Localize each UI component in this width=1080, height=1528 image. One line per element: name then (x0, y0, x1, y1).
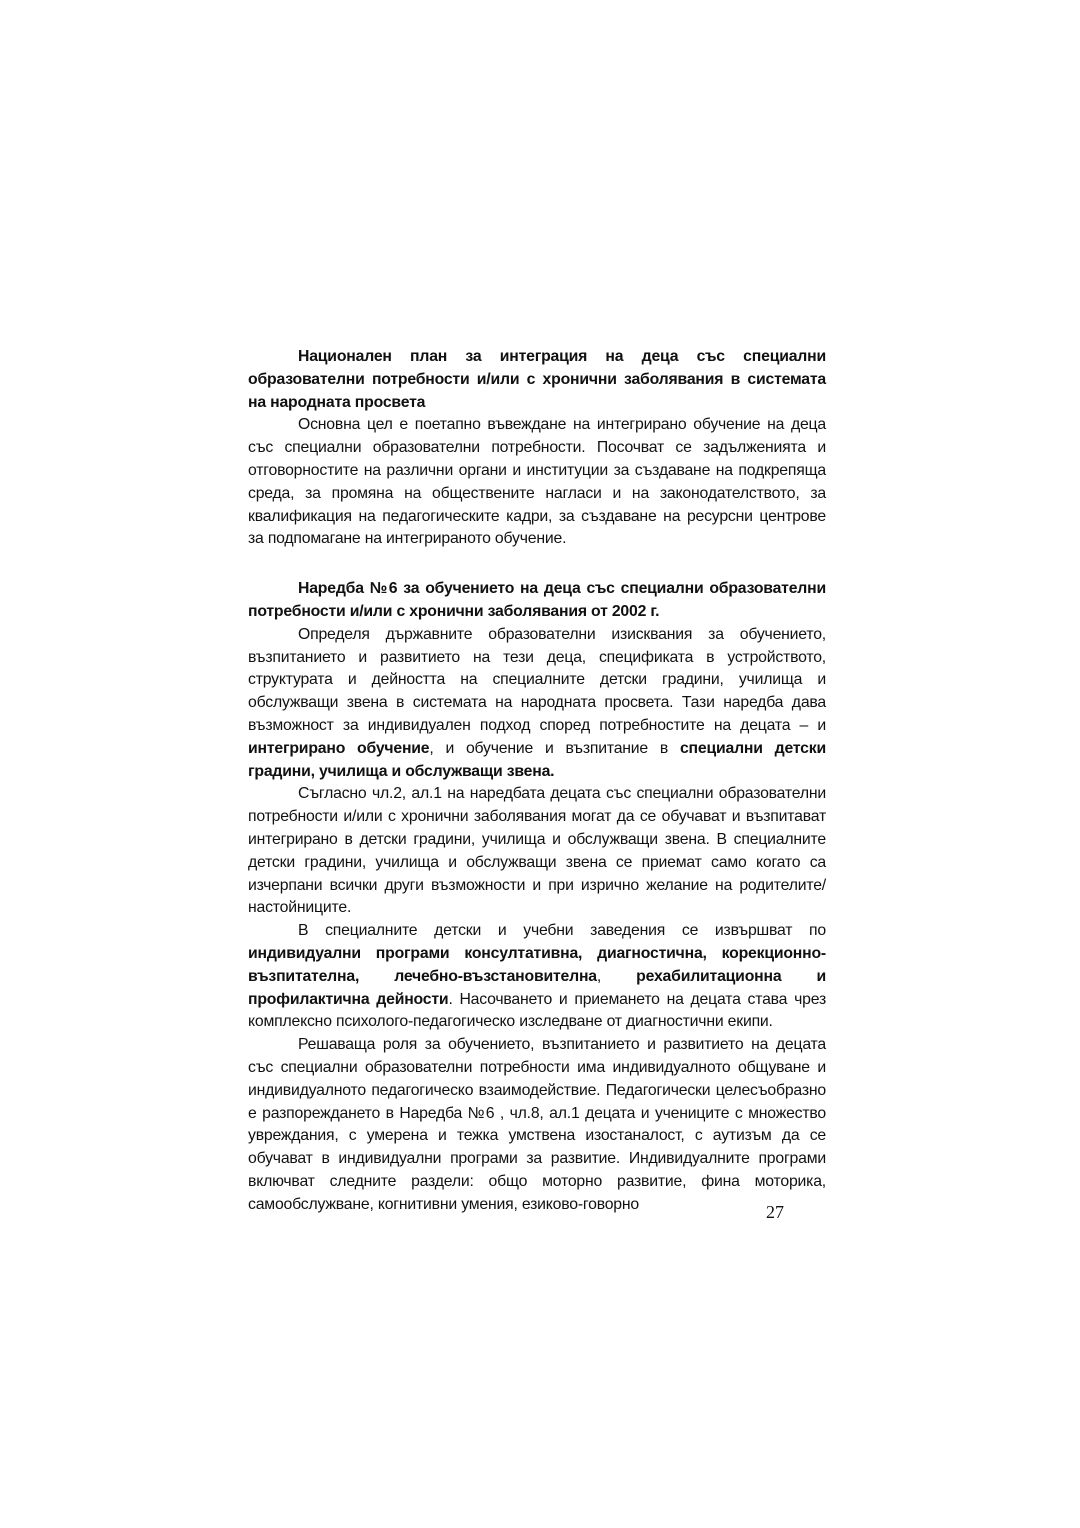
text-run: . Насочването и приемането на децата става чрез комплексно психолого-педагогическо изследване от диагностични екипи. (248, 990, 826, 1031)
paragraph (248, 920, 826, 1034)
section-heading: Наредба №6 за обучението на деца със специални образователни потребности и/или с хронични заболявания от 2002 г. (248, 580, 826, 620)
text-run: Съгласно чл.2, ал.1 на наредбата децата със специални образователни потребности и/или с хронични заболявания могат да се обучават и възпитават интегрирано в детски градини, училища и обслужващи звена. В специалните детски градини, училища и обслужващи звена се приемат само когато са изчерпани всички други възможности и при изрично желание на родителите/настойниците. (248, 785, 826, 917)
section-2 (248, 578, 826, 1216)
bold-text: рехабилитационна и профилактична дейности (248, 967, 826, 1008)
page-body (248, 346, 826, 1216)
page-number: 27 (766, 1202, 784, 1222)
text-run: , (596, 967, 637, 985)
paragraph (248, 414, 826, 551)
bold-text: индивидуални програми консултативна, диагностична, корекционно-възпитателна, лечебно-възстановителна (248, 944, 826, 985)
text-run: Определя държавните образователни изисквания за обучението, възпитанието и развитието на тези деца, спецификата в устройството, структурата и дейността на специалните детски градини, училища и обслужващи звена в системата на народната просвета. Тази наредба дава възможност за индивидуален подход според потребностите на децата – и (248, 625, 826, 734)
bold-text: интегрирано обучение (248, 739, 430, 757)
text-run: Основна цел е поетапно въвеждане на интегрирано обучение на деца със специални образователни потребности. Посочват се задълженията и отговорностите на различни органи и институции за създаване на подкрепяща среда, за промяна на обществените нагласи и на законодателството, за квалификация на педагогическите кадри, за създаване на ресурсни центрове за подпомагане на интегрираното обучение. (248, 416, 826, 548)
text-run: Решаваща роля за обучението, възпитанието и развитието на децата със специални образователни потребности има индивидуалното общуване и индивидуалното педагогическо взаимодействие. Педагогически целесъобразно е разпореждането в Наредба №6 , чл.8, ал.1 децата и учениците с множество увреждания, с умерена и тежка умствена изостаналост, с аутизъм да се обучават в индивидуални програми за развитие. Индивидуалните програми включват следните раздели: общо моторно развитие, фина моторика, самообслужване, когнитивни умения, езиково-говорно (248, 1036, 826, 1213)
bold-text: специални детски градини, училища и обслужващи звена. (248, 739, 826, 780)
text-run: В специалните детски и учебни заведения се извършват по (298, 922, 826, 940)
section-heading: Национален план за интеграция на деца със специални образователни потребности и/или с хронични заболявания в системата на народната просвета (248, 348, 826, 411)
paragraph (248, 1034, 826, 1216)
section-1 (248, 346, 826, 551)
paragraph (248, 783, 826, 920)
paragraph (248, 624, 826, 784)
text-run: , и обучение и възпитание в (429, 739, 680, 757)
